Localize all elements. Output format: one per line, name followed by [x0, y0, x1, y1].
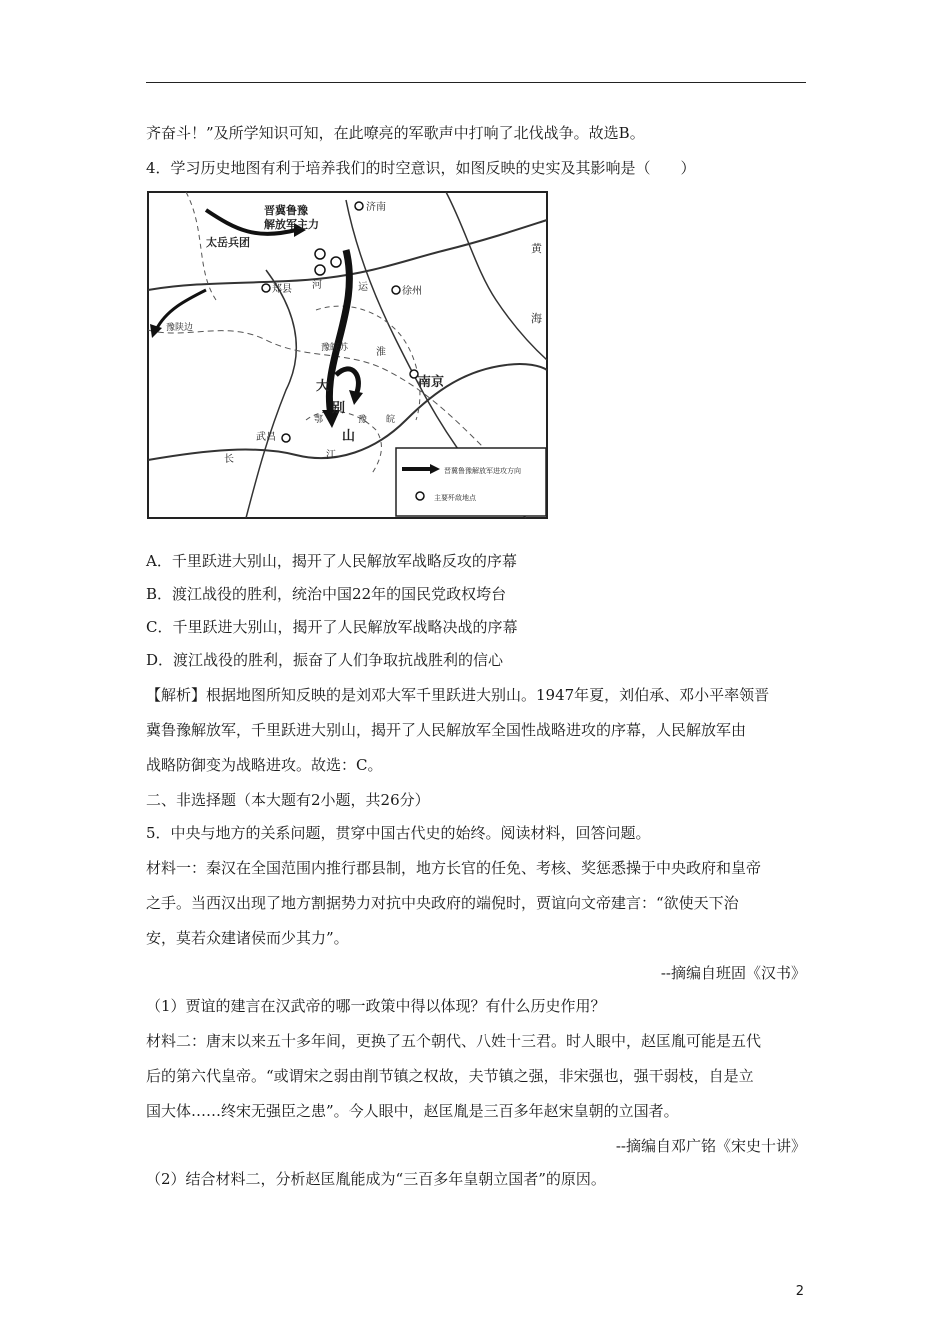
map-label-yu: 豫	[358, 415, 368, 425]
map-legend	[396, 448, 546, 516]
map-label-jiluyu: 晋冀鲁豫	[264, 204, 308, 217]
question-5-1: （1）贾谊的建言在汉武帝的哪一政策中得以体现？有什么历史作用？	[146, 997, 606, 1015]
map-label-wan: 皖	[386, 415, 396, 425]
material-1-line: 材料一：秦汉在全国范围内推行郡县制，地方长官的任免、考核、奖惩悉操于中央政府和皇帝	[146, 859, 762, 877]
map-label-chang: 长	[224, 454, 234, 465]
legend-arrow-label: 晋冀鲁豫解放军进攻方向	[444, 467, 521, 475]
option-d: D．渡江战役的胜利，振奋了人们争取抗战胜利的信心	[146, 651, 504, 669]
source-citation: --摘编自邓广铭《宋史十讲》	[615, 1137, 806, 1155]
map-label-huang: 黄	[531, 242, 542, 255]
map-label-dabie-da: 大	[316, 379, 330, 394]
material-1-line: 之手。当西汉出现了地方割据势力对抗中央政府的端倪时，贾谊向文帝建言：“欲使天下治	[146, 894, 739, 912]
question-4-stem: 4．学习历史地图有利于培养我们的时空意识，如图反映的史实及其影响是（ ）	[146, 159, 696, 177]
map-label-he: 河	[312, 280, 322, 291]
map-label-huai: 淮	[376, 347, 386, 358]
map-label-yun: 运	[358, 282, 368, 293]
page-number: 2	[795, 1284, 804, 1299]
map-label-jiang: 江	[326, 450, 336, 461]
map-label-yuwansu: 豫皖苏	[321, 343, 349, 353]
legend-battle-label: 主要歼敌地点	[434, 494, 476, 502]
history-map-figure	[146, 190, 549, 520]
map-label-nanjing: 南京	[418, 375, 445, 390]
analysis-line: 冀鲁豫解放军，千里跃进大别山，揭开了人民解放军全国性战略进攻的序幕，人民解放军由	[146, 721, 747, 739]
map-svg	[146, 190, 549, 520]
option-a: A．千里跃进大别山，揭开了人民解放军战略反攻的序幕	[146, 552, 517, 570]
map-label-yushaan: 豫陕边	[166, 323, 194, 333]
map-label-hai: 海	[531, 312, 542, 325]
map-label-dabie-shan: 山	[342, 429, 356, 444]
map-label-xuzhou: 徐州	[402, 286, 422, 297]
analysis-line: 战略防御变为战略进攻。故选：C。	[146, 756, 383, 774]
material-1-line: 安，莫若众建诸侯而少其力”。	[146, 929, 349, 947]
material-2-line: 后的第六代皇帝。“或谓宋之弱由削节镇之权故，夫节镇之强，非宋强也，强干弱枝，自是立	[146, 1067, 754, 1085]
map-label-jiefangjun: 解放军主力	[264, 218, 319, 231]
header-rule	[146, 82, 806, 83]
map-label-e: 鄂	[314, 415, 324, 425]
question-5-2: （2）结合材料二，分析赵匡胤能成为“三百多年皇朝立国者”的原因。	[146, 1170, 606, 1188]
source-citation: --摘编自班固《汉书》	[660, 964, 806, 982]
map-label-zhengxian: 郑县	[272, 284, 292, 295]
analysis-line: 【解析】根据地图所知反映的是刘邓大军千里跃进大别山。1947年夏，刘伯承、邓小平率领晋	[146, 686, 770, 704]
map-label-taiyue: 太岳兵团	[206, 236, 250, 249]
map-label-jinan: 济南	[366, 202, 386, 213]
option-b: B．渡江战役的胜利，统治中国22年的国民党政权垮台	[146, 585, 507, 603]
question-5-stem: 5．中央与地方的关系问题，贯穿中国古代史的始终。阅读材料，回答问题。	[146, 824, 651, 842]
map-label-dabie-bie: 别	[332, 401, 346, 416]
map-label-wuchang: 武昌	[256, 432, 276, 443]
material-2-line: 国大体……终宋无强臣之患”。今人眼中，赵匡胤是三百多年赵宋皇朝的立国者。	[146, 1102, 679, 1120]
text-line: 齐奋斗！”及所学知识可知，在此嘹亮的军歌声中打响了北伐战争。故选B。	[146, 124, 645, 142]
material-2-line: 材料二：唐末以来五十多年间，更换了五个朝代、八姓十三君。时人眼中，赵匡胤可能是五代	[146, 1032, 762, 1050]
option-c: C．千里跃进大别山，揭开了人民解放军战略决战的序幕	[146, 618, 518, 636]
section-heading: 二、非选择题（本大题有2小题，共26分）	[146, 791, 430, 809]
